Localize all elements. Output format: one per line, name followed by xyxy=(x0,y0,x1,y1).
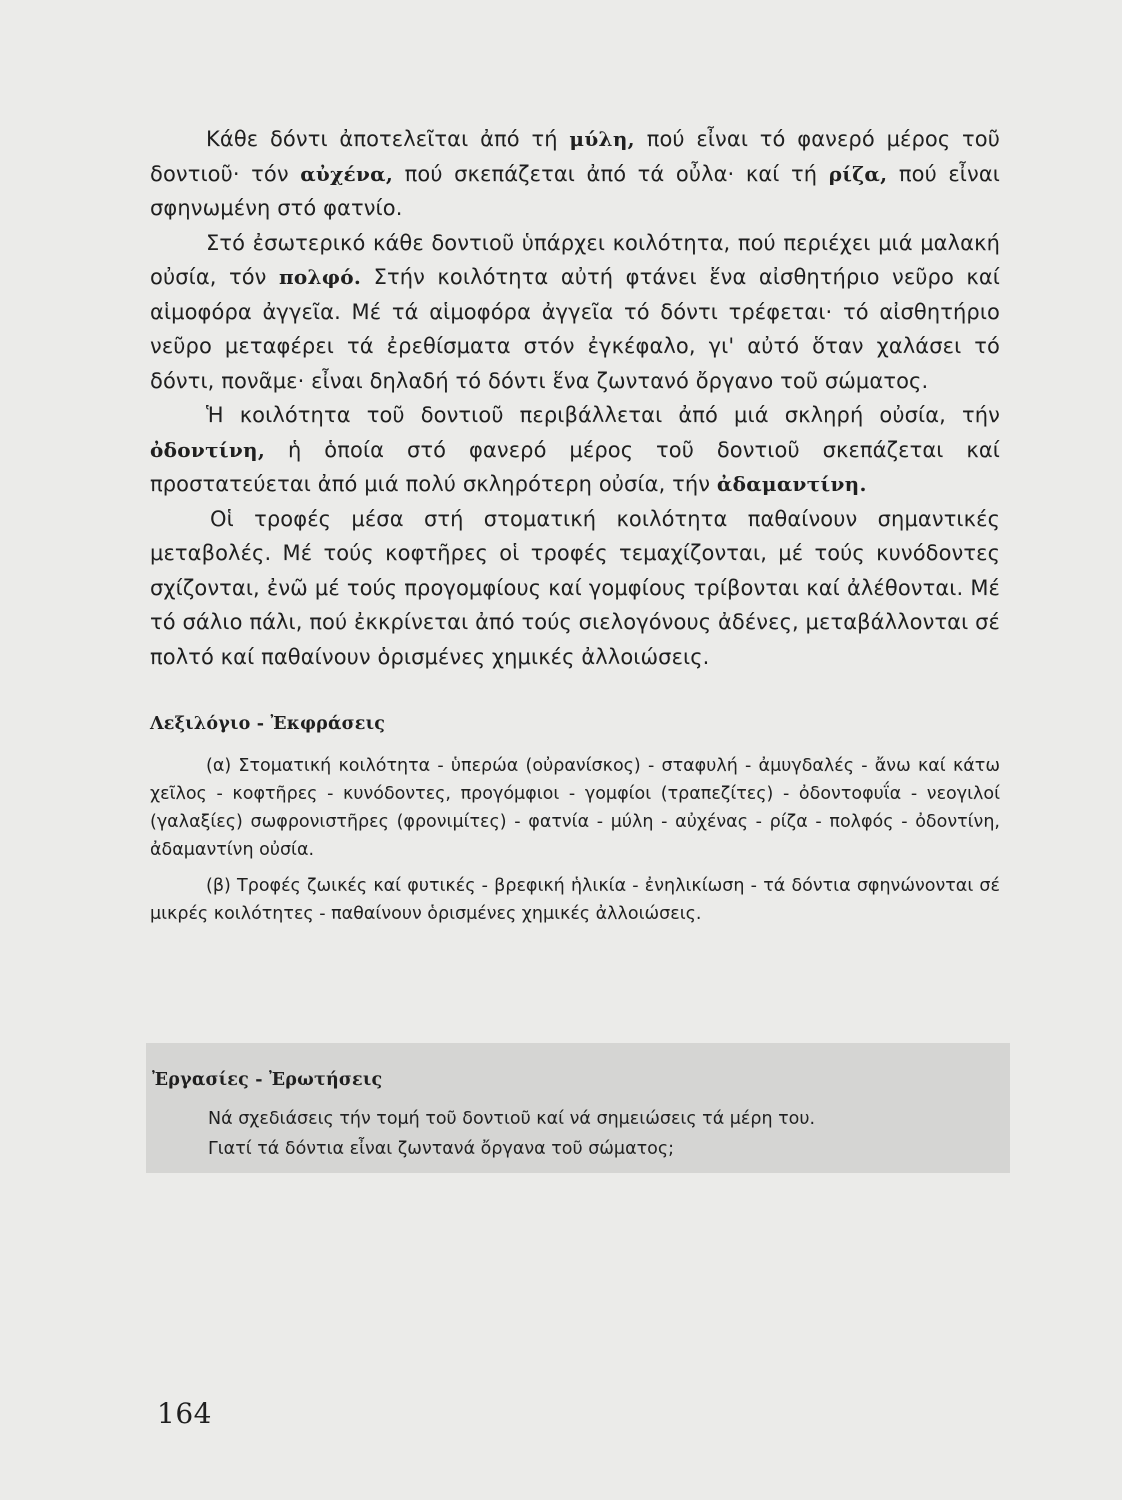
paragraph-text: Κάθε δόντι ἀποτελεῖται ἀπό τή xyxy=(206,127,570,151)
term-neck: αὐχένα, xyxy=(300,161,394,186)
exercises-list xyxy=(208,1104,815,1164)
term-enamel: ἀδαμαντίνη. xyxy=(716,472,867,496)
paragraph-text: πού εἶναι τό φανερό μέρος τοῦ δοντιοῦ· τόν xyxy=(150,127,1000,186)
term-dentin: ὀδοντίνη, xyxy=(150,437,266,462)
paragraph-text: Στήν κοιλότητα αὐτή φτάνει ἕνα αἰσθητήριο νεῦρο καί αἱμοφόρα ἀγγεῖα. Μέ τά αἱμοφόρα ἀγγεῖα τό δόντι τρέφεται· τό αἰσθητήριο νεῦρο μεταφέρει τά ἐρεθίσματα στόν ἐγκέφαλο, γι' αὐτό ὅταν χαλάσει τό δόντι, πονᾶμε· εἶναι δηλαδή τό δόντι ἕνα ζωντανό ὄργανο τοῦ σώματος. xyxy=(150,265,1000,393)
paragraph-pulp xyxy=(150,226,1000,399)
paragraph-dentin-enamel xyxy=(150,398,1000,502)
paragraph-text: ἡ ὁποία στό φανερό μέρος τοῦ δοντιοῦ σκεπάζεται καί προστατεύεται ἀπό μιά πολύ σκληρότερη οὐσία, τήν xyxy=(150,437,1000,496)
vocabulary-item: (β) Τροφές ζωικές καί φυτικές - βρεφική ἡλικία - ἐνηλικίωση - τά δόντια σφηνώνονται σέ μικρές κοιλότητες - παθαίνουν ὁρισμένες χημικές ἀλλοιώσεις. xyxy=(150,876,1000,924)
paragraph-text: Ἡ κοιλότητα τοῦ δοντιοῦ περιβάλλεται ἀπό μιά σκληρή οὐσία, τήν xyxy=(206,403,1000,427)
exercise-item: Νά σχεδιάσεις τήν τομή τοῦ δοντιοῦ καί νά σημειώσεις τά μέρη του. xyxy=(208,1109,816,1129)
term-pulp: πολφό. xyxy=(278,265,362,289)
page-number: 164 xyxy=(157,1397,212,1430)
exercise-item: Γιατί τά δόντια εἶναι ζωντανά ὄργανα τοῦ σώματος; xyxy=(208,1139,675,1159)
paragraph-food-processing xyxy=(150,502,1000,675)
vocabulary-item: (α) Στοματική κοιλότητα - ὑπερώα (οὐρανίσκος) - σταφυλή - ἀμυγδαλές - ἄνω καί κάτω χεῖλος - κοφτῆρες - κυνόδοντες, προγόμφιοι - γομφίοι (τραπεζίτες) - ὀδοντοφυΐα - νεογιλοί (γαλαξίες) σωφρονιστῆρες (φρονιμίτες) - φατνία - μύλη - αὐχένας - ρίζα - πολφός - ὀδοντίνη, ἀδαμαντίνη οὐσία. xyxy=(150,756,1000,860)
paragraph-text: πού εἶναι σφηνωμένη στό φατνίο. xyxy=(150,161,1000,220)
vocabulary-title: Λεξιλόγιο - Ἐκφράσεις xyxy=(150,714,386,734)
main-text xyxy=(150,122,1000,928)
paragraph-text: πού σκεπάζεται ἀπό τά οὖλα· καί τή xyxy=(393,161,829,186)
exercises-title: Ἐργασίες - Ἐρωτήσεις xyxy=(152,1070,383,1090)
term-crown: μύλη, xyxy=(569,127,635,151)
paragraph-text: Στό ἐσωτερικό κάθε δοντιοῦ ὑπάρχει κοιλότητα, πού περιέχει μιά μαλακή οὐσία, τόν xyxy=(150,230,1000,289)
term-root: ρίζα, xyxy=(828,161,888,186)
paragraph-tooth-parts xyxy=(150,122,1000,226)
paragraph-text: Οἱ τροφές μέσα στή στοματική κοιλότητα παθαίνουν σημαντικές μεταβολές. Μέ τούς κοφτῆρες οἱ τροφές τεμαχίζονται, μέ τούς κυνόδοντες σχίζονται, ἐνῶ μέ τούς προγομφίους καί γομφίους τρίβονται καί ἀλέθονται. Μέ τό σάλιο πάλι, πού ἐκκρίνεται ἀπό τούς σιελογόνους ἀδένες, μεταβάλλονται σέ πολτό καί παθαίνουν ὁρισμένες χημικές ἀλλοιώσεις. xyxy=(150,506,1000,669)
